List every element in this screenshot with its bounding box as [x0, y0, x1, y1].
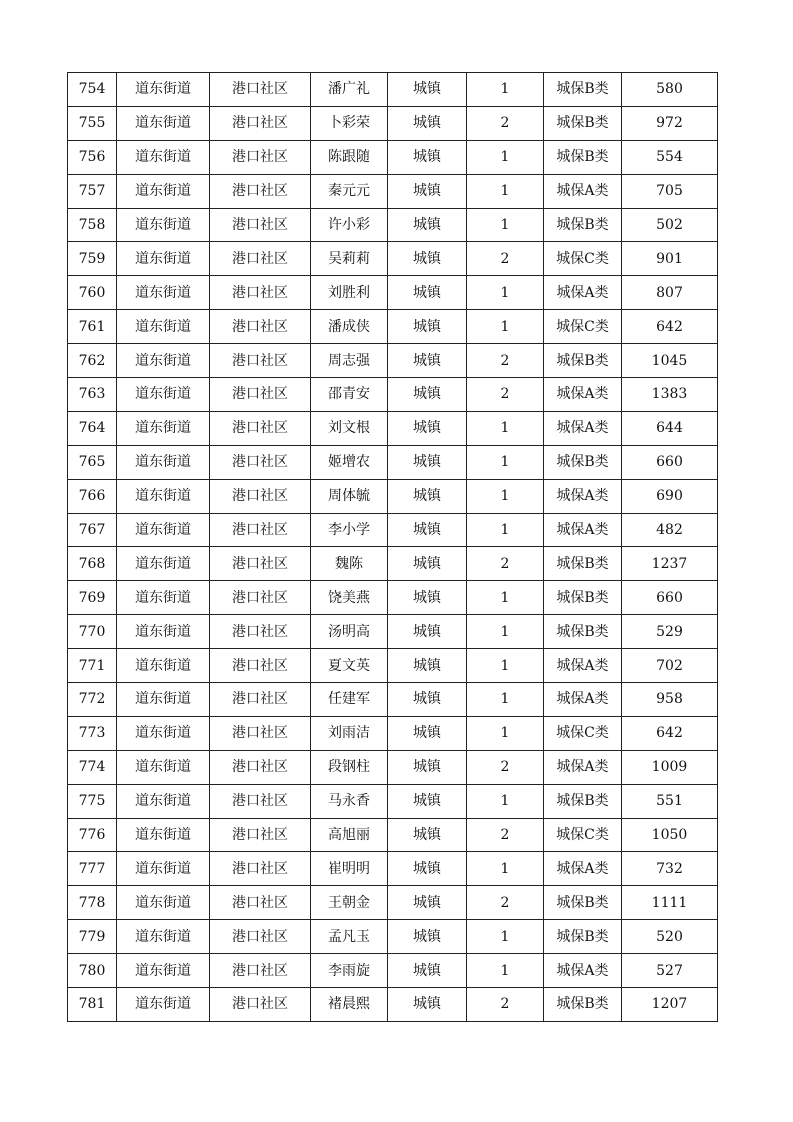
category-cell: 城保B类	[544, 920, 622, 954]
community-cell: 港口社区	[210, 208, 311, 242]
row-number: 781	[68, 988, 117, 1022]
community-cell: 港口社区	[210, 174, 311, 208]
name-cell: 汤明高	[311, 615, 388, 649]
category-cell: 城保B类	[544, 547, 622, 581]
household-type-cell: 城镇	[388, 276, 467, 310]
table-row	[68, 954, 718, 988]
street-cell: 道东街道	[117, 513, 210, 547]
name-cell: 刘文根	[311, 411, 388, 445]
household-type-cell: 城镇	[388, 513, 467, 547]
amount-cell: 958	[622, 683, 718, 717]
row-number: 766	[68, 479, 117, 513]
street-cell: 道东街道	[117, 547, 210, 581]
street-cell: 道东街道	[117, 106, 210, 140]
category-cell: 城保B类	[544, 445, 622, 479]
amount-cell: 520	[622, 920, 718, 954]
category-cell: 城保B类	[544, 784, 622, 818]
category-cell: 城保B类	[544, 581, 622, 615]
person-count-cell: 2	[467, 547, 544, 581]
name-cell: 马永香	[311, 784, 388, 818]
community-cell: 港口社区	[210, 683, 311, 717]
category-cell: 城保C类	[544, 310, 622, 344]
street-cell: 道东街道	[117, 683, 210, 717]
person-count-cell: 1	[467, 310, 544, 344]
table-row	[68, 310, 718, 344]
table-row	[68, 716, 718, 750]
table-row	[68, 106, 718, 140]
category-cell: 城保C类	[544, 242, 622, 276]
community-cell: 港口社区	[210, 479, 311, 513]
person-count-cell: 1	[467, 920, 544, 954]
person-count-cell: 1	[467, 683, 544, 717]
category-cell: 城保C类	[544, 818, 622, 852]
name-cell: 夏文英	[311, 649, 388, 683]
amount-cell: 660	[622, 445, 718, 479]
street-cell: 道东街道	[117, 954, 210, 988]
row-number: 758	[68, 208, 117, 242]
name-cell: 任建军	[311, 683, 388, 717]
name-cell: 吴莉莉	[311, 242, 388, 276]
table-row	[68, 378, 718, 412]
category-cell: 城保B类	[544, 886, 622, 920]
name-cell: 潘成侠	[311, 310, 388, 344]
row-number: 775	[68, 784, 117, 818]
amount-cell: 1050	[622, 818, 718, 852]
person-count-cell: 1	[467, 784, 544, 818]
name-cell: 魏陈	[311, 547, 388, 581]
category-cell: 城保B类	[544, 208, 622, 242]
table-row	[68, 208, 718, 242]
street-cell: 道东街道	[117, 649, 210, 683]
street-cell: 道东街道	[117, 479, 210, 513]
person-count-cell: 1	[467, 411, 544, 445]
street-cell: 道东街道	[117, 615, 210, 649]
person-count-cell: 1	[467, 208, 544, 242]
street-cell: 道东街道	[117, 242, 210, 276]
person-count-cell: 1	[467, 615, 544, 649]
name-cell: 褚晨熙	[311, 988, 388, 1022]
community-cell: 港口社区	[210, 920, 311, 954]
street-cell: 道东街道	[117, 411, 210, 445]
amount-cell: 660	[622, 581, 718, 615]
household-type-cell: 城镇	[388, 683, 467, 717]
street-cell: 道东街道	[117, 886, 210, 920]
community-cell: 港口社区	[210, 988, 311, 1022]
name-cell: 秦元元	[311, 174, 388, 208]
community-cell: 港口社区	[210, 378, 311, 412]
category-cell: 城保B类	[544, 106, 622, 140]
row-number: 774	[68, 750, 117, 784]
amount-cell: 1207	[622, 988, 718, 1022]
table-row	[68, 683, 718, 717]
person-count-cell: 1	[467, 581, 544, 615]
community-cell: 港口社区	[210, 106, 311, 140]
amount-cell: 1237	[622, 547, 718, 581]
household-type-cell: 城镇	[388, 378, 467, 412]
amount-cell: 551	[622, 784, 718, 818]
row-number: 773	[68, 716, 117, 750]
category-cell: 城保A类	[544, 683, 622, 717]
amount-cell: 1383	[622, 378, 718, 412]
household-type-cell: 城镇	[388, 920, 467, 954]
community-cell: 港口社区	[210, 852, 311, 886]
amount-cell: 901	[622, 242, 718, 276]
community-cell: 港口社区	[210, 750, 311, 784]
table-row	[68, 276, 718, 310]
amount-cell: 644	[622, 411, 718, 445]
name-cell: 孟凡玉	[311, 920, 388, 954]
street-cell: 道东街道	[117, 310, 210, 344]
name-cell: 高旭丽	[311, 818, 388, 852]
amount-cell: 642	[622, 716, 718, 750]
row-number: 777	[68, 852, 117, 886]
household-type-cell: 城镇	[388, 445, 467, 479]
row-number: 772	[68, 683, 117, 717]
household-type-cell: 城镇	[388, 649, 467, 683]
category-cell: 城保B类	[544, 140, 622, 174]
household-type-cell: 城镇	[388, 411, 467, 445]
community-cell: 港口社区	[210, 411, 311, 445]
name-cell: 周志强	[311, 344, 388, 378]
name-cell: 李小学	[311, 513, 388, 547]
street-cell: 道东街道	[117, 581, 210, 615]
amount-cell: 529	[622, 615, 718, 649]
roster-body	[68, 73, 718, 1022]
household-type-cell: 城镇	[388, 784, 467, 818]
category-cell: 城保B类	[544, 615, 622, 649]
name-cell: 段钢柱	[311, 750, 388, 784]
household-type-cell: 城镇	[388, 208, 467, 242]
community-cell: 港口社区	[210, 310, 311, 344]
table-row	[68, 445, 718, 479]
table-row	[68, 852, 718, 886]
street-cell: 道东街道	[117, 716, 210, 750]
amount-cell: 1009	[622, 750, 718, 784]
household-type-cell: 城镇	[388, 818, 467, 852]
table-row	[68, 784, 718, 818]
community-cell: 港口社区	[210, 344, 311, 378]
row-number: 778	[68, 886, 117, 920]
community-cell: 港口社区	[210, 784, 311, 818]
table-row	[68, 547, 718, 581]
community-cell: 港口社区	[210, 547, 311, 581]
name-cell: 陈跟随	[311, 140, 388, 174]
name-cell: 潘广礼	[311, 73, 388, 107]
table-row	[68, 174, 718, 208]
person-count-cell: 2	[467, 242, 544, 276]
category-cell: 城保A类	[544, 513, 622, 547]
name-cell: 崔明明	[311, 852, 388, 886]
community-cell: 港口社区	[210, 445, 311, 479]
table-row	[68, 344, 718, 378]
household-type-cell: 城镇	[388, 140, 467, 174]
person-count-cell: 1	[467, 140, 544, 174]
street-cell: 道东街道	[117, 852, 210, 886]
table-row	[68, 988, 718, 1022]
person-count-cell: 1	[467, 513, 544, 547]
name-cell: 卜彩荣	[311, 106, 388, 140]
row-number: 776	[68, 818, 117, 852]
person-count-cell: 2	[467, 988, 544, 1022]
household-type-cell: 城镇	[388, 954, 467, 988]
row-number: 756	[68, 140, 117, 174]
category-cell: 城保A类	[544, 174, 622, 208]
name-cell: 周体毓	[311, 479, 388, 513]
table-row	[68, 140, 718, 174]
community-cell: 港口社区	[210, 276, 311, 310]
person-count-cell: 1	[467, 479, 544, 513]
row-number: 763	[68, 378, 117, 412]
row-number: 770	[68, 615, 117, 649]
community-cell: 港口社区	[210, 513, 311, 547]
community-cell: 港口社区	[210, 954, 311, 988]
community-cell: 港口社区	[210, 140, 311, 174]
category-cell: 城保A类	[544, 954, 622, 988]
household-type-cell: 城镇	[388, 988, 467, 1022]
row-number: 761	[68, 310, 117, 344]
community-cell: 港口社区	[210, 615, 311, 649]
household-type-cell: 城镇	[388, 344, 467, 378]
community-cell: 港口社区	[210, 581, 311, 615]
household-type-cell: 城镇	[388, 547, 467, 581]
person-count-cell: 2	[467, 106, 544, 140]
person-count-cell: 2	[467, 378, 544, 412]
household-type-cell: 城镇	[388, 310, 467, 344]
street-cell: 道东街道	[117, 988, 210, 1022]
household-type-cell: 城镇	[388, 106, 467, 140]
category-cell: 城保B类	[544, 73, 622, 107]
household-type-cell: 城镇	[388, 750, 467, 784]
name-cell: 刘胜利	[311, 276, 388, 310]
row-number: 768	[68, 547, 117, 581]
category-cell: 城保A类	[544, 479, 622, 513]
amount-cell: 972	[622, 106, 718, 140]
row-number: 754	[68, 73, 117, 107]
person-count-cell: 1	[467, 716, 544, 750]
street-cell: 道东街道	[117, 208, 210, 242]
amount-cell: 554	[622, 140, 718, 174]
table-row	[68, 818, 718, 852]
amount-cell: 1045	[622, 344, 718, 378]
household-type-cell: 城镇	[388, 479, 467, 513]
household-type-cell: 城镇	[388, 615, 467, 649]
category-cell: 城保A类	[544, 852, 622, 886]
person-count-cell: 2	[467, 750, 544, 784]
street-cell: 道东街道	[117, 276, 210, 310]
amount-cell: 807	[622, 276, 718, 310]
street-cell: 道东街道	[117, 784, 210, 818]
amount-cell: 527	[622, 954, 718, 988]
person-count-cell: 2	[467, 344, 544, 378]
row-number: 760	[68, 276, 117, 310]
street-cell: 道东街道	[117, 378, 210, 412]
table-row	[68, 479, 718, 513]
category-cell: 城保B类	[544, 344, 622, 378]
household-type-cell: 城镇	[388, 581, 467, 615]
table-row	[68, 242, 718, 276]
table-row	[68, 513, 718, 547]
row-number: 779	[68, 920, 117, 954]
row-number: 755	[68, 106, 117, 140]
category-cell: 城保A类	[544, 649, 622, 683]
name-cell: 邵青安	[311, 378, 388, 412]
row-number: 757	[68, 174, 117, 208]
category-cell: 城保A类	[544, 411, 622, 445]
household-type-cell: 城镇	[388, 886, 467, 920]
name-cell: 李雨旋	[311, 954, 388, 988]
table-row	[68, 73, 718, 107]
household-type-cell: 城镇	[388, 73, 467, 107]
person-count-cell: 1	[467, 276, 544, 310]
community-cell: 港口社区	[210, 242, 311, 276]
person-count-cell: 1	[467, 954, 544, 988]
table-row	[68, 649, 718, 683]
community-cell: 港口社区	[210, 886, 311, 920]
street-cell: 道东街道	[117, 344, 210, 378]
person-count-cell: 1	[467, 445, 544, 479]
household-type-cell: 城镇	[388, 174, 467, 208]
category-cell: 城保A类	[544, 378, 622, 412]
person-count-cell: 2	[467, 818, 544, 852]
amount-cell: 502	[622, 208, 718, 242]
amount-cell: 732	[622, 852, 718, 886]
community-cell: 港口社区	[210, 649, 311, 683]
amount-cell: 642	[622, 310, 718, 344]
category-cell: 城保A类	[544, 750, 622, 784]
community-cell: 港口社区	[210, 716, 311, 750]
street-cell: 道东街道	[117, 140, 210, 174]
roster-table	[67, 72, 718, 1022]
table-row	[68, 581, 718, 615]
name-cell: 王朝金	[311, 886, 388, 920]
street-cell: 道东街道	[117, 73, 210, 107]
row-number: 780	[68, 954, 117, 988]
household-type-cell: 城镇	[388, 242, 467, 276]
row-number: 767	[68, 513, 117, 547]
person-count-cell: 2	[467, 886, 544, 920]
amount-cell: 690	[622, 479, 718, 513]
person-count-cell: 1	[467, 852, 544, 886]
street-cell: 道东街道	[117, 920, 210, 954]
row-number: 769	[68, 581, 117, 615]
person-count-cell: 1	[467, 649, 544, 683]
category-cell: 城保C类	[544, 716, 622, 750]
amount-cell: 702	[622, 649, 718, 683]
household-type-cell: 城镇	[388, 716, 467, 750]
row-number: 764	[68, 411, 117, 445]
table-row	[68, 886, 718, 920]
community-cell: 港口社区	[210, 818, 311, 852]
table-row	[68, 411, 718, 445]
amount-cell: 705	[622, 174, 718, 208]
street-cell: 道东街道	[117, 174, 210, 208]
person-count-cell: 1	[467, 73, 544, 107]
community-cell: 港口社区	[210, 73, 311, 107]
row-number: 771	[68, 649, 117, 683]
row-number: 765	[68, 445, 117, 479]
street-cell: 道东街道	[117, 818, 210, 852]
amount-cell: 1111	[622, 886, 718, 920]
table-row	[68, 615, 718, 649]
row-number: 762	[68, 344, 117, 378]
category-cell: 城保A类	[544, 276, 622, 310]
amount-cell: 482	[622, 513, 718, 547]
row-number: 759	[68, 242, 117, 276]
household-type-cell: 城镇	[388, 852, 467, 886]
table-row	[68, 750, 718, 784]
street-cell: 道东街道	[117, 445, 210, 479]
name-cell: 许小彩	[311, 208, 388, 242]
name-cell: 刘雨洁	[311, 716, 388, 750]
street-cell: 道东街道	[117, 750, 210, 784]
name-cell: 饶美燕	[311, 581, 388, 615]
person-count-cell: 1	[467, 174, 544, 208]
amount-cell: 580	[622, 73, 718, 107]
table-row	[68, 920, 718, 954]
category-cell: 城保B类	[544, 988, 622, 1022]
name-cell: 姬增农	[311, 445, 388, 479]
